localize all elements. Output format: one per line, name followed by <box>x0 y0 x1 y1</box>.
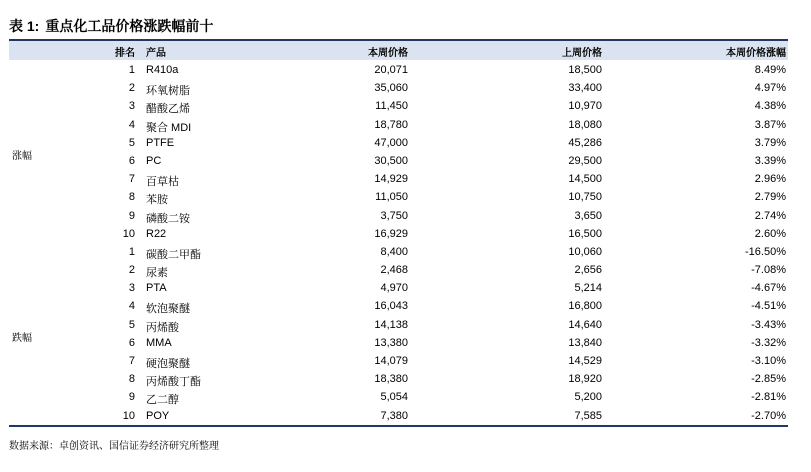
cell-this-week-price: 18,380 <box>374 373 408 386</box>
table-header <box>9 41 788 60</box>
cell-rank: 4 <box>128 300 135 313</box>
cell-product: 碳酸二甲酯 <box>146 248 201 261</box>
header-change: 本周价格涨幅 <box>726 48 786 59</box>
table-row <box>9 188 788 206</box>
cell-rank: 2 <box>128 264 135 277</box>
cell-product: 尿素 <box>146 267 168 280</box>
cell-rank: 5 <box>128 136 135 149</box>
cell-last-week-price: 14,500 <box>568 173 602 186</box>
cell-change: -16.50% <box>745 245 786 258</box>
cell-last-week-price: 16,800 <box>568 300 602 313</box>
cell-rank: 3 <box>128 282 135 295</box>
cell-product: 磷酸二铵 <box>146 212 190 225</box>
table-row <box>9 370 788 388</box>
cell-rank: 6 <box>128 336 135 349</box>
header-this-week-price: 本周价格 <box>368 48 408 59</box>
table-number: 表 1: <box>9 18 40 34</box>
table-row <box>9 388 788 406</box>
cell-this-week-price: 11,050 <box>375 191 408 204</box>
cell-product: 苯胺 <box>146 194 168 207</box>
table-row <box>9 61 788 79</box>
cell-last-week-price: 14,529 <box>568 355 602 367</box>
cell-rank: 10 <box>122 227 135 240</box>
table-row <box>9 261 788 279</box>
cell-product: PC <box>146 154 162 167</box>
table-title-text: 重点化工品价格涨跌幅前十 <box>45 18 214 34</box>
group-label-gainers: 涨幅 <box>12 151 32 162</box>
cell-last-week-price: 18,920 <box>568 373 602 386</box>
cell-change: -2.85% <box>751 373 786 386</box>
table-body <box>9 61 788 425</box>
cell-this-week-price: 13,380 <box>374 336 408 349</box>
cell-this-week-price: 16,043 <box>374 300 408 313</box>
cell-change: -3.10% <box>751 355 786 367</box>
table-row <box>9 316 788 334</box>
cell-this-week-price: 8,400 <box>380 245 408 258</box>
cell-this-week-price: 5,054 <box>380 391 408 404</box>
cell-this-week-price: 14,138 <box>374 318 408 331</box>
cell-this-week-price: 30,500 <box>374 154 408 167</box>
cell-change: 3.87% <box>754 118 786 131</box>
cell-change: 2.96% <box>754 173 786 186</box>
cell-last-week-price: 3,650 <box>574 209 602 222</box>
table-row <box>9 243 788 261</box>
cell-this-week-price: 14,079 <box>374 355 408 367</box>
cell-this-week-price: 18,780 <box>374 118 408 131</box>
cell-this-week-price: 3,750 <box>380 209 408 222</box>
table-row <box>9 334 788 352</box>
table-title <box>9 16 213 36</box>
cell-product: 乙二醇 <box>146 394 179 407</box>
cell-last-week-price: 45,286 <box>568 136 602 149</box>
cell-rank: 8 <box>128 191 135 204</box>
cell-rank: 5 <box>128 318 135 331</box>
cell-product: PTFE <box>146 136 175 149</box>
cell-last-week-price: 13,840 <box>568 336 602 349</box>
cell-product: MMA <box>146 336 172 349</box>
cell-rank: 9 <box>128 391 135 404</box>
cell-product: 聚合 MDI <box>146 121 192 134</box>
cell-change: -3.32% <box>751 336 786 349</box>
cell-last-week-price: 10,970 <box>568 100 602 113</box>
cell-rank: 8 <box>128 373 135 386</box>
cell-product: 硬泡聚醚 <box>146 358 190 370</box>
table-row <box>9 97 788 115</box>
cell-change: 2.74% <box>754 209 786 222</box>
cell-change: 8.49% <box>754 64 786 76</box>
cell-change: -2.70% <box>751 409 786 422</box>
cell-change: -2.81% <box>751 391 786 404</box>
cell-change: -7.08% <box>751 264 786 277</box>
cell-last-week-price: 5,214 <box>574 282 602 295</box>
cell-this-week-price: 35,060 <box>374 82 408 95</box>
cell-rank: 7 <box>128 173 135 186</box>
header-rank: 排名 <box>115 48 135 59</box>
cell-this-week-price: 16,929 <box>374 227 408 240</box>
cell-change: 4.38% <box>754 100 786 113</box>
cell-change: -4.67% <box>751 282 786 295</box>
cell-this-week-price: 7,380 <box>380 409 408 422</box>
table-row <box>9 152 788 170</box>
cell-last-week-price: 2,656 <box>574 264 602 277</box>
cell-last-week-price: 5,200 <box>574 391 602 404</box>
cell-change: 4.97% <box>754 82 786 95</box>
cell-last-week-price: 18,080 <box>568 118 602 131</box>
cell-last-week-price: 7,585 <box>574 409 602 422</box>
cell-product: PTA <box>146 282 167 295</box>
cell-last-week-price: 10,060 <box>568 245 602 258</box>
cell-last-week-price: 18,500 <box>568 64 602 76</box>
cell-change: -4.51% <box>751 300 786 313</box>
bottom-rule <box>9 425 788 427</box>
cell-product: 丙烯酸 <box>146 321 179 334</box>
cell-rank: 9 <box>128 209 135 222</box>
cell-this-week-price: 4,970 <box>380 282 408 295</box>
cell-change: 3.39% <box>754 154 786 167</box>
cell-product: 丙烯酸丁酯 <box>146 376 201 389</box>
cell-last-week-price: 16,500 <box>568 227 602 240</box>
header-last-week-price: 上周价格 <box>562 48 602 59</box>
cell-product: 软泡聚醚 <box>146 303 190 316</box>
cell-change: 2.79% <box>754 191 786 204</box>
cell-this-week-price: 47,000 <box>374 136 408 149</box>
cell-rank: 3 <box>128 100 135 113</box>
table-row <box>9 297 788 315</box>
table-row <box>9 407 788 425</box>
cell-this-week-price: 14,929 <box>374 173 408 186</box>
table-row <box>9 116 788 134</box>
cell-product: 环氧树脂 <box>146 85 190 98</box>
cell-rank: 1 <box>128 64 135 76</box>
source-note: 数据来源：卓创资讯、国信证券经济研究所整理 <box>9 441 219 452</box>
cell-last-week-price: 33,400 <box>568 82 602 95</box>
cell-rank: 2 <box>128 82 135 95</box>
cell-change: 3.79% <box>754 136 786 149</box>
cell-last-week-price: 29,500 <box>568 154 602 167</box>
cell-rank: 6 <box>128 154 135 167</box>
cell-product: 醋酸乙烯 <box>146 103 190 116</box>
table-row <box>9 279 788 297</box>
cell-change: -3.43% <box>751 318 786 331</box>
table-row <box>9 170 788 188</box>
table-row <box>9 134 788 152</box>
cell-last-week-price: 10,750 <box>568 191 602 204</box>
table-row <box>9 207 788 225</box>
table-row <box>9 352 788 370</box>
cell-last-week-price: 14,640 <box>568 318 602 331</box>
table-row <box>9 225 788 243</box>
cell-product: R22 <box>146 227 167 240</box>
cell-this-week-price: 11,450 <box>375 100 408 113</box>
cell-change: 2.60% <box>754 227 786 240</box>
cell-this-week-price: 2,468 <box>380 264 408 277</box>
cell-product: 百草枯 <box>146 176 179 189</box>
cell-product: POY <box>146 409 170 422</box>
cell-rank: 1 <box>128 245 135 258</box>
cell-rank: 10 <box>122 409 135 422</box>
group-label-losers: 跌幅 <box>12 333 32 344</box>
table-row <box>9 79 788 97</box>
cell-rank: 4 <box>128 118 135 131</box>
header-product: 产品 <box>146 48 166 59</box>
cell-product: R410a <box>146 64 179 76</box>
cell-rank: 7 <box>128 355 135 367</box>
cell-this-week-price: 20,071 <box>374 64 408 76</box>
